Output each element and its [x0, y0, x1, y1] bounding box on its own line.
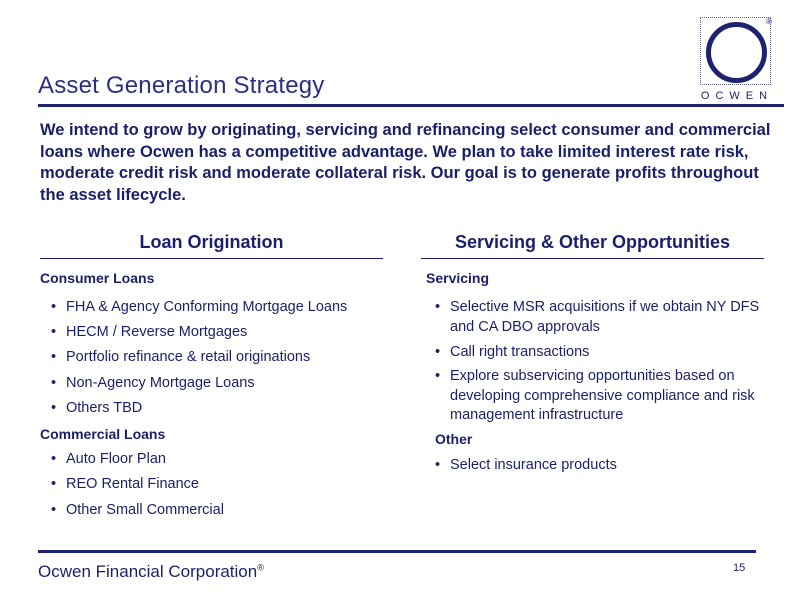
servicing-opportunities-heading: Servicing & Other Opportunities	[454, 232, 731, 252]
list-item: • Explore subservicing opportunities based on developing comprehensive compliance and risk management infrastructure	[435, 367, 780, 426]
list-item: • Others TBD	[51, 399, 396, 419]
logo-wordmark: OCWEN	[700, 90, 774, 102]
intro-paragraph: We intend to grow by originating, servicing and refinancing select consumer and commercial loans where Ocwen has a competitive advantage. We plan to take limited interest rate risk, moderate credit risk and moderate collateral risk. Our goal is to generate profits throughout the asset lifecycle.	[40, 121, 771, 204]
consumer-loans-heading: Consumer Loans	[40, 270, 155, 286]
title-divider	[38, 104, 784, 107]
list-item: • Call right transactions	[435, 343, 780, 363]
logo-ring-icon	[706, 22, 767, 83]
footer-divider	[38, 550, 756, 553]
list-item: • REO Rental Finance	[51, 475, 396, 495]
ocwen-logo	[700, 17, 771, 85]
list-item: • Select insurance products	[435, 456, 780, 476]
list-item: • Other Small Commercial	[51, 501, 396, 521]
other-heading: Other	[435, 431, 473, 447]
slide-title: Asset Generation Strategy	[38, 72, 325, 99]
list-item: • Portfolio refinance & retail originations	[51, 348, 396, 368]
loan-origination-heading: Loan Origination	[139, 232, 284, 252]
servicing-heading: Servicing	[426, 270, 490, 286]
list-item: • FHA & Agency Conforming Mortgage Loans	[51, 298, 396, 318]
company-name: Ocwen Financial Corporation	[38, 562, 258, 581]
commercial-loans-heading: Commercial Loans	[40, 426, 166, 442]
page-number: 15	[733, 562, 746, 574]
footer-company-name	[38, 562, 264, 582]
list-item: • Non-Agency Mortgage Loans	[51, 374, 396, 394]
right-column-divider	[421, 258, 764, 259]
list-item: • Auto Floor Plan	[51, 450, 396, 470]
logo-registered-mark: ®	[766, 17, 772, 26]
list-item: • Selective MSR acquisitions if we obtain NY DFS and CA DBO approvals	[435, 298, 780, 337]
left-column-divider	[40, 258, 383, 259]
list-item: • HECM / Reverse Mortgages	[51, 323, 396, 343]
footer-registered-mark: ®	[257, 562, 264, 573]
